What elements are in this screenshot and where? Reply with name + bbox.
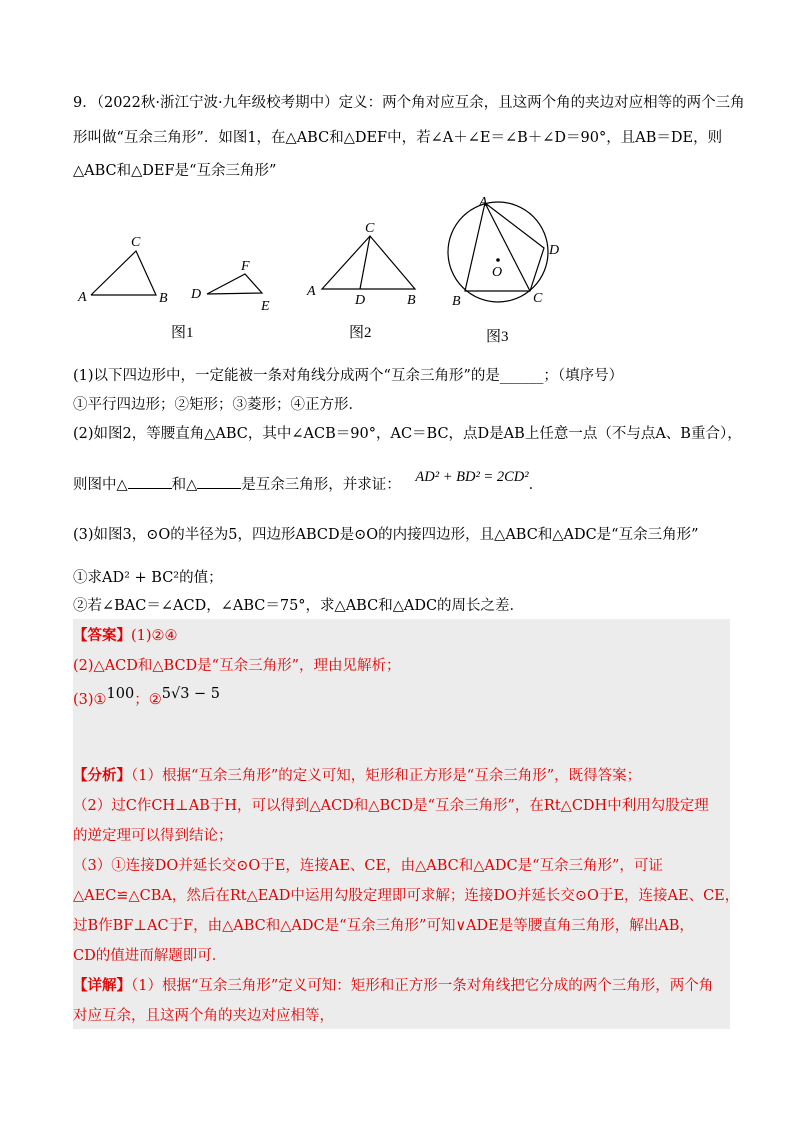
fig2-label-D: D bbox=[355, 293, 366, 308]
answer-1: (1)②④ bbox=[131, 628, 178, 644]
figures bbox=[0, 190, 800, 350]
fig1-label-B: B bbox=[159, 291, 168, 306]
analysis-line-2: （2）过C作CH⊥AB于H，可以得到△ACD和△BCD是“互余三角形”，在Rt△CDH中利用勾股定理 bbox=[73, 798, 709, 814]
q2-formula: AD² + BD² = 2CD² bbox=[415, 469, 529, 485]
fig2-label-A: A bbox=[307, 284, 316, 299]
answer-3-value-2: 5√3 − 5 bbox=[161, 686, 221, 702]
answer-line-2: (2)△ACD和△BCD是“互余三角形”，理由见解析； bbox=[73, 658, 401, 674]
analysis-line-6: 过B作BF⊥AC于F，由△ABC和△ADC是“互余三角形”可知∨ADE是等腰直角三角形，解出AB， bbox=[73, 918, 694, 934]
question-3-line-1: (3)如图3，⊙O的半径为5，四边形ABCD是⊙O的内接四边形，且△ABC和△ADC是“互余三角形” bbox=[73, 527, 699, 543]
problem-line-1: 9．（2022秋·浙江宁波·九年级校考期中）定义：两个角对应互余，且这两个角的夹边对应相等的两个三角 bbox=[73, 95, 745, 111]
fig3-caption: 图3 bbox=[486, 329, 509, 345]
question-2-line-1: (2)如图2，等腰直角△ABC，其中∠ACB＝90°，AC＝BC，点D是AB上任意一点（不与点A、B重合）， bbox=[73, 426, 742, 442]
q2-blank-1[interactable] bbox=[128, 474, 172, 489]
fig2-label-B: B bbox=[407, 293, 416, 308]
question-1: (1)以下四边形中，一定能被一条对角线分成两个“互余三角形”的是______；（填序号） bbox=[73, 368, 624, 384]
q2-post: 是互余三角形，并求证： bbox=[241, 477, 401, 493]
fig3-label-C: C bbox=[533, 291, 543, 306]
fig1-label-D: D bbox=[191, 287, 202, 302]
analysis-line-5: △AEC≌△CBA，然后在Rt△EAD中运用勾股定理即可求解；连接DO并延长交⊙O于E，连接AE、CE， bbox=[73, 888, 740, 904]
fig1-label-F: F bbox=[241, 259, 250, 274]
fig1-caption: 图1 bbox=[171, 325, 194, 341]
detail-label: 【详解】 bbox=[73, 977, 131, 994]
analysis-label: 【分析】 bbox=[73, 767, 131, 784]
detail-text-1: （1）根据“互余三角形”定义可知：矩形和正方形一条对角线把它分成的两个三角形，两个角 bbox=[131, 978, 714, 994]
fig1-label-A: A bbox=[78, 290, 87, 305]
figure-3 bbox=[448, 195, 559, 309]
problem-line-3: △ABC和△DEF是“互余三角形” bbox=[73, 163, 277, 179]
detail-line-1 bbox=[73, 976, 713, 996]
fig1-label-E: E bbox=[261, 299, 270, 314]
analysis-line-1 bbox=[73, 766, 641, 786]
analysis-line-4: （3）①连接DO并延长交⊙O于E，连接AE、CE，由△ABC和△ADC是“互余三角形”，可证 bbox=[73, 858, 663, 874]
q2-end: ． bbox=[528, 477, 544, 493]
answer-3-pre: (3)① bbox=[73, 692, 107, 708]
detail-line-2: 对应互余，且这两个角的夹边对应相等， bbox=[73, 1008, 334, 1024]
figure-2 bbox=[306, 221, 416, 308]
answer-line-1 bbox=[73, 626, 178, 646]
q2-blank-2[interactable] bbox=[197, 474, 241, 489]
answer-3-value-1: 100 bbox=[106, 686, 135, 702]
q2-mid: 和△ bbox=[171, 477, 198, 493]
question-1-options: ①平行四边形；②矩形；③菱形；④正方形． bbox=[73, 397, 363, 413]
problem-line-2: 形叫做“互余三角形”．如图1，在△ABC和△DEF中，若∠A＋∠E＝∠B＋∠D＝90°，且AB＝DE，则 bbox=[73, 130, 723, 146]
fig1-label-C: C bbox=[131, 235, 141, 250]
fig3-label-B: B bbox=[452, 294, 461, 309]
answer-line-3 bbox=[73, 686, 221, 710]
analysis-line-7: CD的值进而解题即可． bbox=[73, 948, 227, 964]
q2-pre: 则图中△ bbox=[73, 477, 128, 493]
fig3-label-A: A bbox=[479, 195, 488, 210]
question-3-part-1: ①求AD² + BC²的值； bbox=[73, 570, 223, 586]
answer-label: 【答案】 bbox=[73, 627, 131, 644]
fig2-caption: 图2 bbox=[349, 325, 372, 341]
fig3-label-O: O bbox=[492, 265, 503, 280]
fig2-label-C: C bbox=[365, 221, 375, 236]
answer-panel bbox=[73, 619, 730, 1029]
figure-1 bbox=[77, 235, 270, 314]
question-2-line-2 bbox=[73, 469, 544, 495]
analysis-text-1: （1）根据“互余三角形”的定义可知，矩形和正方形是“互余三角形”，既得答案； bbox=[131, 768, 642, 784]
fig3-label-D: D bbox=[549, 243, 560, 258]
question-3-part-2: ②若∠BAC＝∠ACD，∠ABC＝75°，求△ABC和△ADC的周长之差． bbox=[73, 598, 525, 614]
answer-3-mid: ；② bbox=[134, 692, 162, 708]
analysis-line-3: 的逆定理可以得到结论； bbox=[73, 828, 233, 844]
